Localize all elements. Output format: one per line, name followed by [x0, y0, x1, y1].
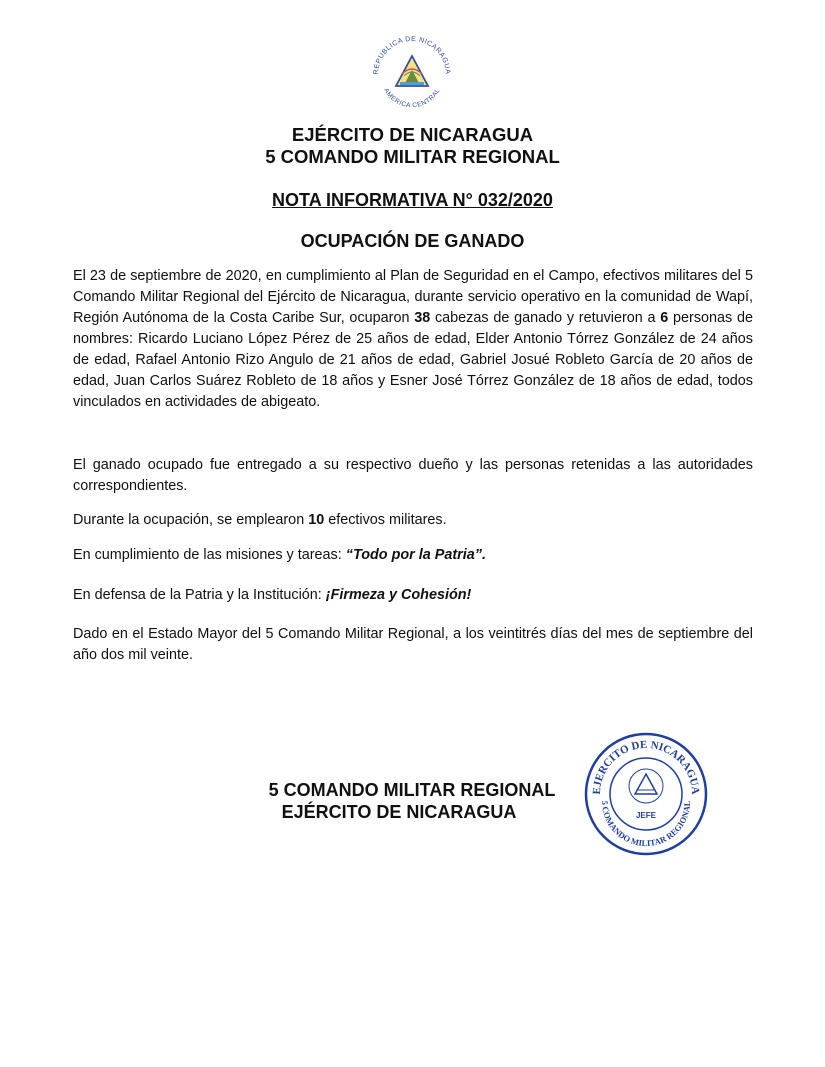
paragraph-event: El 23 de septiembre de 2020, en cumplimiento al Plan de Seguridad en el Campo, efectivos militares del 5 Comando Militar Regional del Ejército de Nicaragua, durante servicio operativo en la comunidad de Wapí, Región Autónoma de la Costa Caribe Sur, ocuparon 38 cabezas de ganado y retuvieron a 6 personas de nombres: Ricardo Luciano López Pérez de 25 años de edad, Elder Antonio Tórrez González de 24 años de edad, Rafael Antonio Rizo Angulo de 21 años de edad, Gabriel Josué Robleto García de 20 años de edad, Juan Carlos Suárez Robleto de 18 años y Esner José Tórrez González de 18 años de edad, todos vinculados en actividades de abigeato. — [73, 268, 753, 410]
seal-ring-bottom-text: AMERICA CENTRAL — [382, 87, 442, 110]
header-command-name: 5 COMANDO MILITAR REGIONAL — [265, 146, 560, 167]
coat-of-arms-seal — [364, 34, 460, 116]
stamp-ring-top-text: EJERCITO DE NICARAGUA — [590, 738, 702, 795]
subject-heading: OCUPACIÓN DE GANADO — [300, 231, 525, 251]
paragraph-delivery: El ganado ocupado fue entregado a su respectivo dueño y las personas retenidas a las autoridades correspondientes. — [73, 457, 753, 494]
nicaragua-coat-of-arms-icon — [396, 56, 428, 86]
paragraph-closing: Dado en el Estado Mayor del 5 Comando Militar Regional, a los veintitrés días del mes de septiembre del año dos mil veinte. — [73, 626, 753, 663]
seal-ring-top-text: REPUBLICA DE NICARAGUA — [372, 35, 452, 75]
nicaragua-coat-of-arms-icon — [629, 769, 663, 803]
official-stamp — [580, 728, 712, 858]
stamp-center-text: JEFE — [635, 811, 657, 820]
paragraph-motto-2: En defensa de la Patria y la Institución: ¡Firmeza y Cohesión! — [73, 587, 472, 603]
nota-title: NOTA INFORMATIVA N° 032/2020 — [272, 190, 553, 210]
stamp-ring-bottom-text: 5 COMANDO MILITAR REGIONAL — [599, 800, 693, 849]
header-army-name: EJÉRCITO DE NICARAGUA — [291, 124, 534, 145]
signature-army: EJÉRCITO DE NICARAGUA — [281, 802, 517, 822]
paragraph-personnel: Durante la ocupación, se emplearon 10 efectivos militares. — [73, 512, 447, 528]
signature-command: 5 COMANDO MILITAR REGIONAL — [268, 780, 556, 800]
paragraph-motto-1: En cumplimiento de las misiones y tareas: “Todo por la Patria”. — [73, 547, 486, 563]
